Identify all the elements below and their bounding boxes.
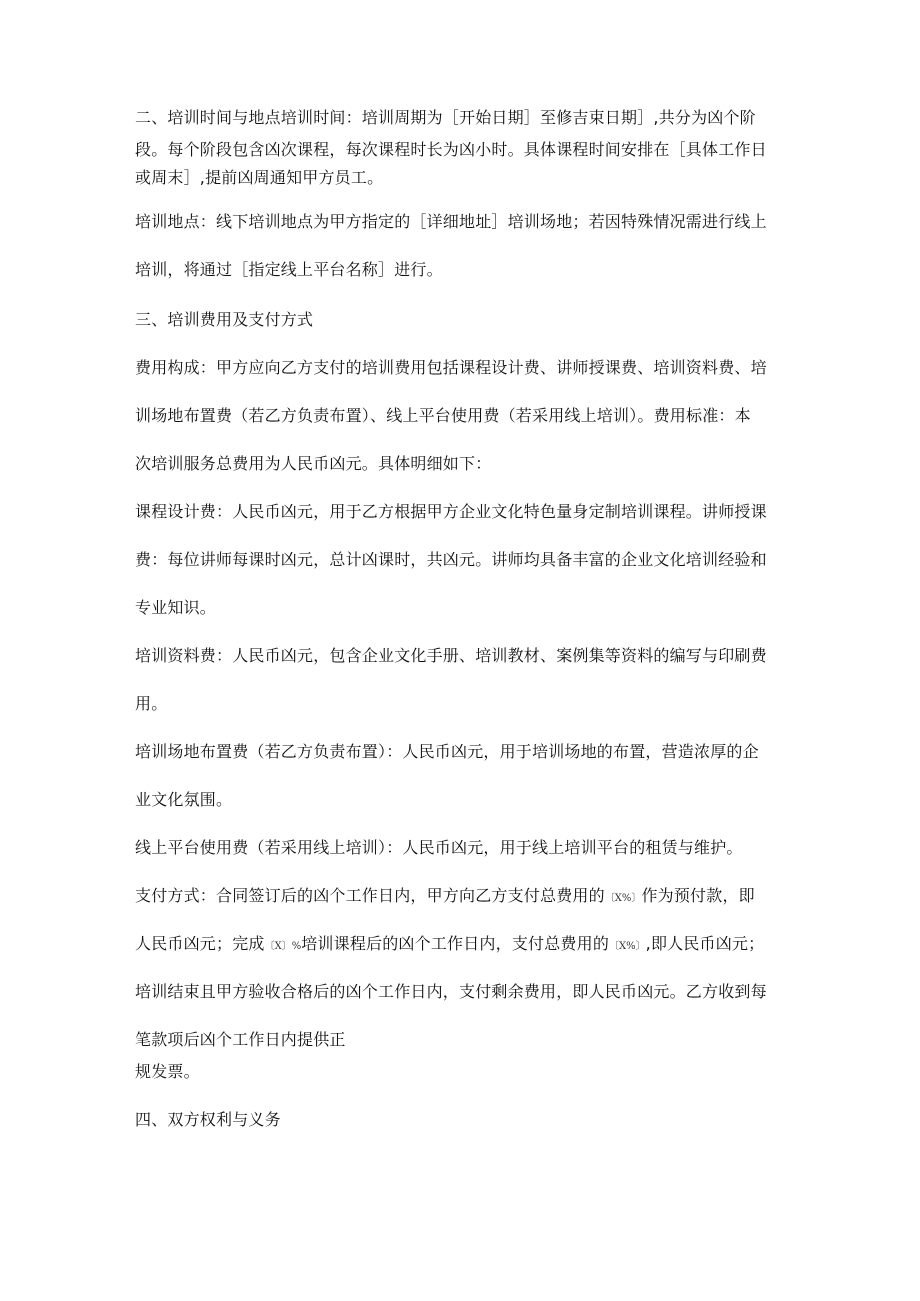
- payment-text: 培训课程后的凶个工作日内，支付总费用的: [301, 934, 610, 953]
- section4-title: 四、双方权利与义务: [135, 1110, 281, 1129]
- fees-text-line: 费用构成：甲方应向乙方支付的培训费用包括课程设计费、讲师授课费、培训资料费、培: [135, 358, 767, 377]
- online-fee-line: 线上平台使用费（若采用线上培训）：人民币凶元，用于线上培训平台的租赁与维护。: [135, 838, 743, 857]
- material-fee-line: 用。: [135, 694, 168, 713]
- payment-text: ,即人民币凶元；: [645, 934, 765, 953]
- section2-title-line: 二、培训时间与地点培训时间：培训周期为［开始日期］至修吉束日期］,共分为凶个阶: [135, 108, 756, 127]
- percent-placeholder: 〔X%〕: [609, 941, 646, 952]
- payment-text: 人民币凶元；完成: [135, 934, 265, 953]
- percent-placeholder: 〔X%〕: [604, 893, 642, 904]
- course-fee-line: 费：每位讲师每课时凶元，总计凶课时，共凶元。讲师均具备丰富的企业文化培训经验和: [135, 550, 767, 569]
- section2-text-line: 或周末］,提前凶周通知甲方员工。: [135, 168, 384, 187]
- venue-fee-line: 业文化氛围。: [135, 790, 233, 809]
- section3-title: 三、培训费用及支付方式: [135, 310, 314, 329]
- venue-fee-line: 培训场地布置费（若乙方负责布置）：人民币凶元，用于培训场地的布置，营造浓厚的企: [135, 742, 759, 761]
- section2-text-line: 段。每个阶段包含凶次课程，每次课程时长为凶小时。具体课程时间安排在［具体工作日: [135, 140, 767, 159]
- payment-line: 笔款项后凶个工作日内提供正: [135, 1030, 346, 1049]
- fees-text-line: 训场地布置费（若乙方负责布置）、线上平台使用费（若采用线上培训）。费用标准：本: [135, 406, 751, 425]
- material-fee-line: 培训资料费：人民币凶元，包含企业文化手册、培训教材、案例集等资料的编写与印刷费: [135, 646, 767, 665]
- percent-placeholder: 〔X〕%: [264, 941, 302, 952]
- fees-text-line: 次培训服务总费用为人民币凶元。具体明细如下：: [135, 454, 492, 473]
- payment-text: 作为预付款，即: [641, 886, 755, 905]
- payment-text: 支付方式：合同签订后的凶个工作日内，甲方向乙方支付总费用的: [135, 886, 605, 905]
- payment-line: 规发票。: [135, 1062, 200, 1081]
- course-fee-line: 课程设计费：人民币凶元，用于乙方根据甲方企业文化特色量身定制培训课程。讲师授课: [135, 502, 767, 521]
- payment-line: [135, 886, 755, 909]
- location-text-line: 培训地点：线下培训地点为甲方指定的［详细地址］培训场地；若因特殊情况需进行线上: [135, 212, 767, 231]
- payment-line: [135, 934, 764, 957]
- location-text-line: 培训，将通过［指定线上平台名称］进行。: [135, 260, 443, 279]
- course-fee-line: 专业知识。: [135, 598, 217, 617]
- payment-line: 培训结束且甲方验收合格后的凶个工作日内，支付剩余费用，即人民币凶元。乙方收到每: [135, 982, 767, 1001]
